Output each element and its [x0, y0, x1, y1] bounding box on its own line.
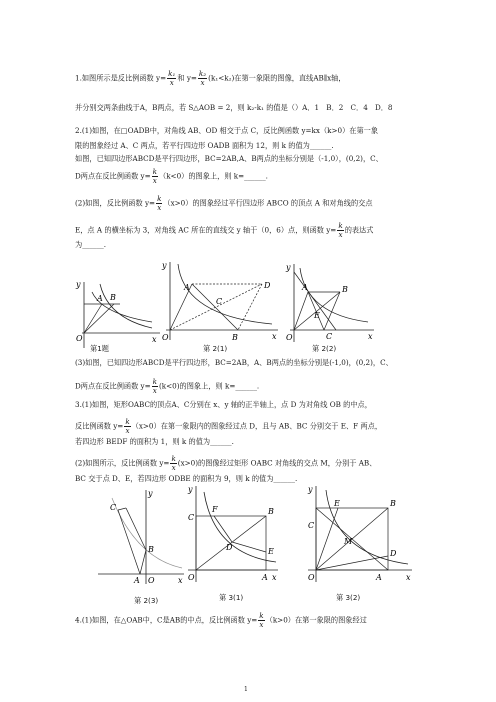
figure-q2-2 [284, 262, 376, 344]
q2-line2: 限的图象经过 A、C 两点，若平行四边形 OADB 面积为 12，则 k 的值为______. [75, 141, 334, 150]
q2-line1: 2.(1)如图，在□OADB中，对角线 AB、OD 相交于点 C，反比例函数 y=kx（k>0）在第一象 [75, 126, 379, 135]
fig5-label-e: E [268, 547, 274, 556]
fig3-label-e: E [314, 311, 320, 320]
fig6-label-a: A [376, 573, 382, 582]
fig5-label-d: D [226, 543, 233, 552]
caption-q3-2: 第 3(2) [336, 593, 361, 602]
q2-line3: 如图，已知四边形ABCD是平行四边形，BC=2AB,A、B两点的坐标分别是（-1,0），(0,2)，C、 [75, 154, 383, 163]
fig6-label-x: x [406, 573, 411, 582]
q3-line1: 3.(1)如图，矩形OABC的顶点A、C分别在 x、y 轴的正半轴上，点 D 为对角线 OB 的中点， [75, 400, 372, 409]
q3-line4: (2)如图所示，反比例函数 y= $\frac{k}{x}$ (x>0)的图像经过矩形 OABC 对角线的交点 M，分别于 AB、 [75, 454, 377, 472]
caption-q2-1: 第 2(1) [203, 344, 228, 353]
fig2-label-x: x [272, 332, 277, 341]
q2-line4: D两点在反比例函数 y= $\frac{k}{x}$ （k<0）的图象上，则 k=______. [75, 167, 268, 185]
fig4-label-a: A [134, 576, 140, 585]
q2-line7: 为______. [75, 240, 107, 249]
caption-q2-3: 第 2(3) [134, 596, 159, 605]
fig1-label-y: y [76, 280, 81, 289]
figure-q3-1 [184, 484, 280, 584]
fraction-k-over-x: $\frac{k}{x}$ [157, 194, 162, 212]
fraction-k-over-x: $\frac{k}{x}$ [152, 167, 157, 185]
fig5-label-o: O [188, 573, 195, 582]
fig3-label-a: A [302, 283, 308, 292]
fig5-label-y: y [188, 485, 193, 494]
fig1-label-o: O [76, 334, 83, 343]
fig4-label-b: B [148, 545, 154, 554]
figure-q3-2 [304, 484, 414, 584]
fig3-label-c: C [326, 332, 333, 341]
q4-line1: 4.(1)如图，在△OAB中，C是AB的中点，反比例函数 y= $\frac{k}{x}$ （k>0）在第一象限的图象经过 [75, 611, 367, 629]
fig6-label-y: y [308, 485, 313, 494]
fig6-label-d: D [390, 549, 397, 558]
fraction-k-over-x: $\frac{k}{x}$ [338, 221, 343, 239]
caption-q1: 第1题 [90, 344, 109, 353]
fraction-k-over-x: $\frac{k}{x}$ [259, 611, 264, 629]
fig1-label-b: B [110, 293, 116, 302]
fig5-label-a: A [262, 573, 268, 582]
fraction-k-over-x: $\frac{k}{x}$ [125, 417, 130, 435]
fig4-label-x: x [178, 576, 183, 585]
caption-q2-2: 第 2(2) [312, 344, 337, 353]
fig6-label-c: C [308, 521, 315, 530]
fig2-label-a: A [184, 283, 190, 292]
q3-line2: 反比例函数 y= $\frac{k}{x}$ （x>0）在第一象限内的图象经过点 D，且与 AB、BC 分别交于 E、F 两点， [75, 417, 383, 435]
fig3-label-y: y [286, 263, 291, 272]
q2b-line1: (3)如图，已知四边形ABCD是平行四边形，BC=2AB，A、B两点的坐标分别是(-1,0)，(0,2)，C、 [75, 358, 393, 367]
fig5-label-c: C [188, 513, 195, 522]
fig4-label-o: O [148, 576, 155, 585]
fig2-label-o: O [162, 333, 169, 342]
fig6-label-o: O [308, 573, 315, 582]
q3-line5: BC 交于点 D、E，若四边形 ODBE 的面积为 9，则 k 的值为______. [75, 474, 298, 483]
fig6-label-m: M [344, 537, 353, 546]
fig4-label-y: y [148, 489, 153, 498]
fig5-label-b: B [268, 507, 274, 516]
fig2-label-c: C [216, 297, 223, 306]
fig3-label-b: B [342, 285, 348, 294]
fraction-k-over-x: $\frac{k}{x}$ [152, 377, 157, 395]
caption-q3-1: 第 3(1) [219, 593, 244, 602]
q1-line2: 并分别交两条曲线于A，B两点，若 S△AOB = 2，则 k₂-k₁ 的值是（）A．1 B．2 C．4 D．8 [75, 103, 393, 112]
page-number: 1 [244, 686, 248, 693]
figure-q2-3 [96, 488, 186, 586]
fig3-label-o: O [286, 333, 293, 342]
fig5-label-f: F [212, 505, 218, 514]
fraction-k2-over-x: $\frac{\text{k₂}}{x}$ [198, 69, 207, 87]
q2-line5: (2)如图，反比例函数 y= $\frac{k}{x}$ （x>0）的图象经过平行四边形 ABCO 的顶点 A 和对角线的交点 [75, 194, 373, 212]
fig4-label-c: C [110, 503, 117, 512]
fig1-label-x: x [152, 335, 157, 344]
q3-line3: 若四边形 BEDF 的面积为 1，则 k 的值为______. [75, 437, 234, 446]
figure-q2-1 [160, 260, 280, 342]
fig2-label-y: y [162, 261, 167, 270]
fraction-k1-over-x: $\frac{\text{k₁}}{x}$ [168, 69, 176, 87]
fig2-label-d: D [264, 281, 271, 290]
fraction-k-over-x: $\frac{k}{x}$ [171, 454, 176, 472]
q2b-line2: D两点在反比例函数 y= $\frac{k}{x}$ (k<0)的图象上，则 k=______. [75, 377, 260, 395]
fig3-label-x: x [368, 332, 373, 341]
q1-line1: 1.如图所示是反比例函数 y= $\frac{\text{k₁}}{x}$ 和 y= $\frac{\text{k₂}}{x}$ (k₁<k₂)在第一象限的图像，直线AB∥x轴， [75, 69, 346, 87]
q2-line6: E，点 A 的横坐标为 3，对角线 AC 所在的直线交 y 轴于（0，6）点，则函数 y= $\frac{k}{x}$ 的表达式 [75, 221, 374, 239]
figure-q1 [72, 278, 162, 350]
fig6-label-e: E [334, 499, 340, 508]
fig1-label-a: A [97, 294, 103, 303]
fig2-label-b: B [232, 333, 238, 342]
fig5-label-x: x [272, 573, 277, 582]
fig6-label-b: B [390, 499, 396, 508]
